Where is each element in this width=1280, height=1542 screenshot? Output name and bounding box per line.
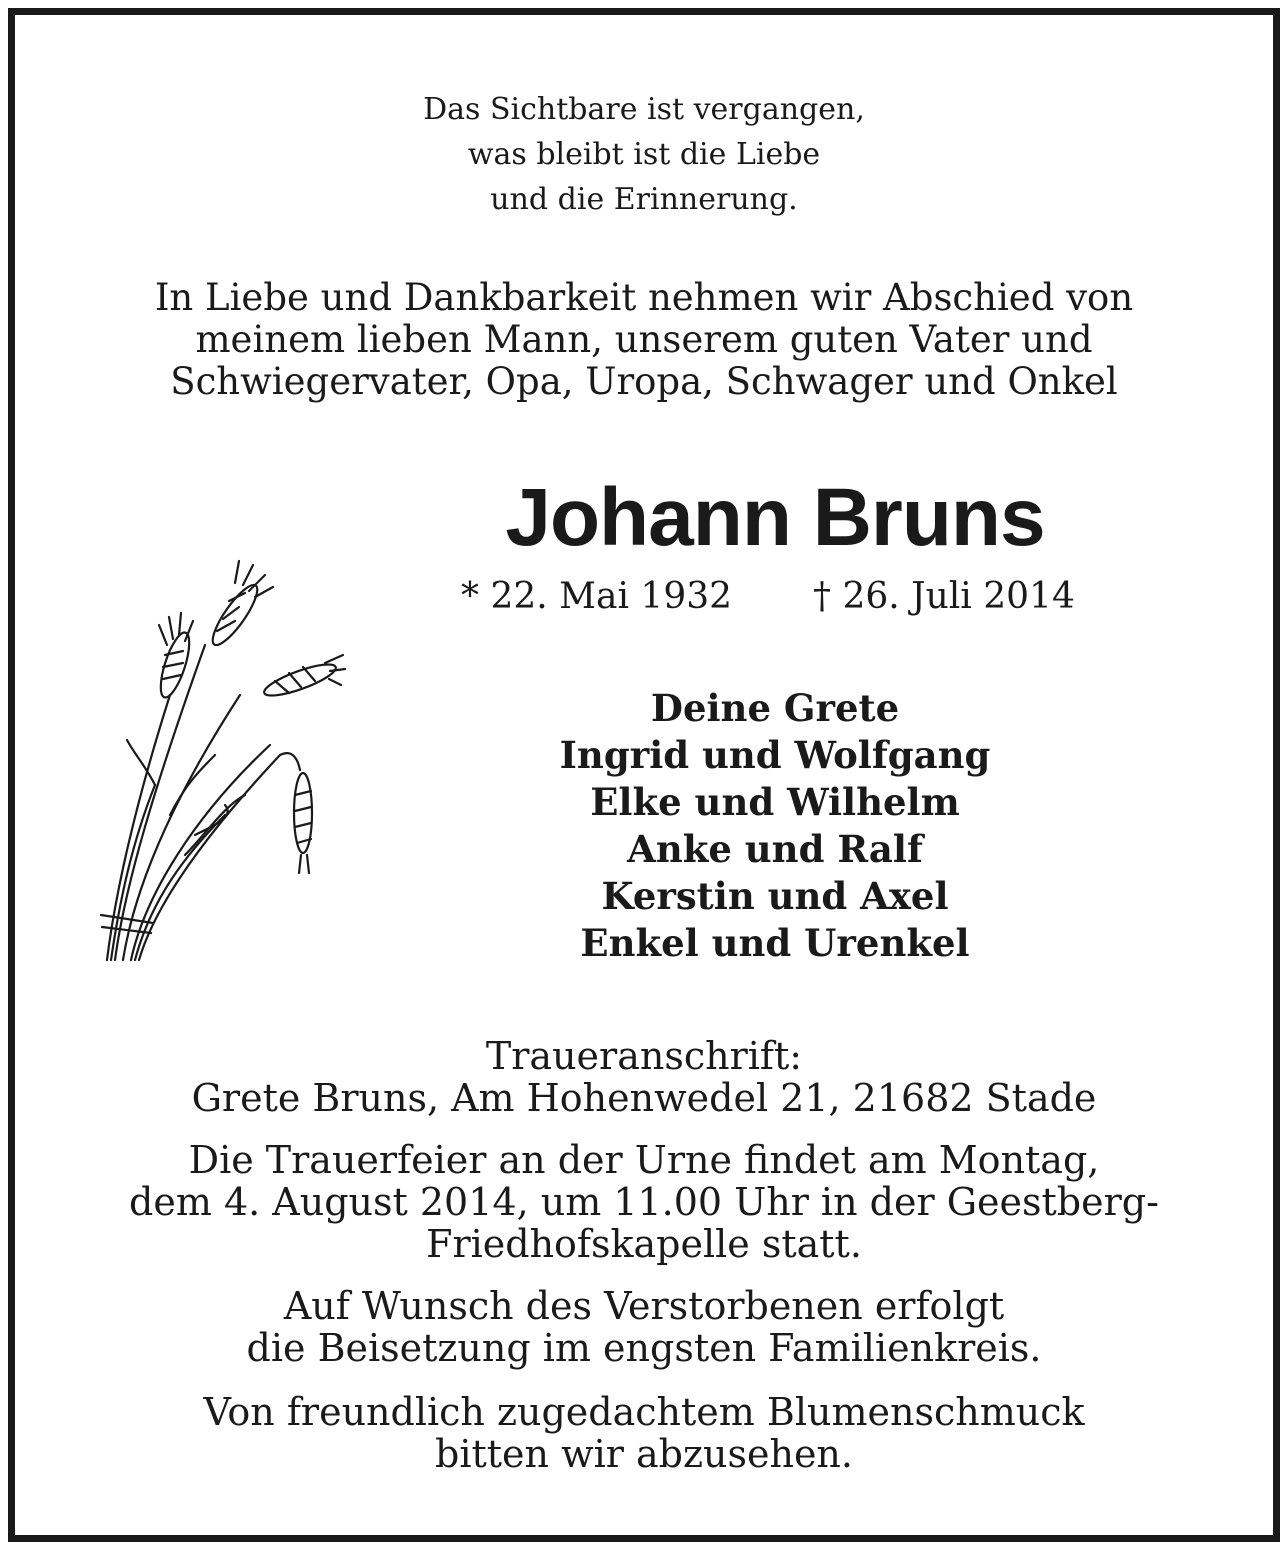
burial-line: Auf Wunsch des Verstorbenen erfolgt xyxy=(283,1284,1005,1328)
intro-line: Schwiegervater, Opa, Uropa, Schwager und Onkel xyxy=(170,360,1118,403)
ceremony-line: Friedhofskapelle statt. xyxy=(426,1222,862,1266)
obituary-card xyxy=(8,8,1280,1542)
intro-line: In Liebe und Dankbarkeit nehmen wir Abschied von xyxy=(154,276,1134,319)
death-date: † 26. Juli 2014 xyxy=(813,576,1075,617)
family-member: Elke und Wilhelm xyxy=(590,780,960,824)
ceremony-notice xyxy=(15,1139,1273,1265)
intro-text xyxy=(15,277,1273,403)
family-member: Enkel und Urenkel xyxy=(580,921,970,965)
motto-line: was bleibt ist die Liebe xyxy=(467,137,821,172)
motto xyxy=(15,87,1273,222)
address-label: Traueranschrift: xyxy=(485,1034,803,1078)
ceremony-line: dem 4. August 2014, um 11.00 Uhr in der Geestberg- xyxy=(129,1180,1159,1224)
family-member: Kerstin und Axel xyxy=(601,874,949,918)
motto-line: Das Sichtbare ist vergangen, xyxy=(423,92,865,127)
deceased-name: Johann Bruns xyxy=(505,472,1045,563)
burial-notice xyxy=(15,1285,1273,1369)
address-line: Grete Bruns, Am Hohenwedel 21, 21682 Stade xyxy=(191,1076,1097,1120)
motto-line: und die Erinnerung. xyxy=(490,182,798,217)
family-member: Ingrid und Wolfgang xyxy=(559,733,991,777)
family-signatures xyxy=(495,685,1055,967)
mourning-address xyxy=(15,1035,1273,1119)
ceremony-line: Die Trauerfeier an der Urne findet am Montag, xyxy=(188,1138,1100,1182)
burial-line: die Beisetzung im engsten Familienkreis. xyxy=(246,1326,1042,1370)
birth-date: * 22. Mai 1932 xyxy=(461,576,733,617)
flowers-notice xyxy=(15,1391,1273,1475)
intro-line: meinem lieben Mann, unserem guten Vater und xyxy=(195,318,1093,361)
flowers-line: bitten wir abzusehen. xyxy=(435,1432,853,1476)
family-member: Deine Grete xyxy=(650,686,900,730)
family-member: Anke und Ralf xyxy=(627,827,923,871)
flowers-line: Von freundlich zugedachtem Blumenschmuck xyxy=(203,1390,1085,1434)
wheat-sheaf-icon xyxy=(75,555,355,975)
